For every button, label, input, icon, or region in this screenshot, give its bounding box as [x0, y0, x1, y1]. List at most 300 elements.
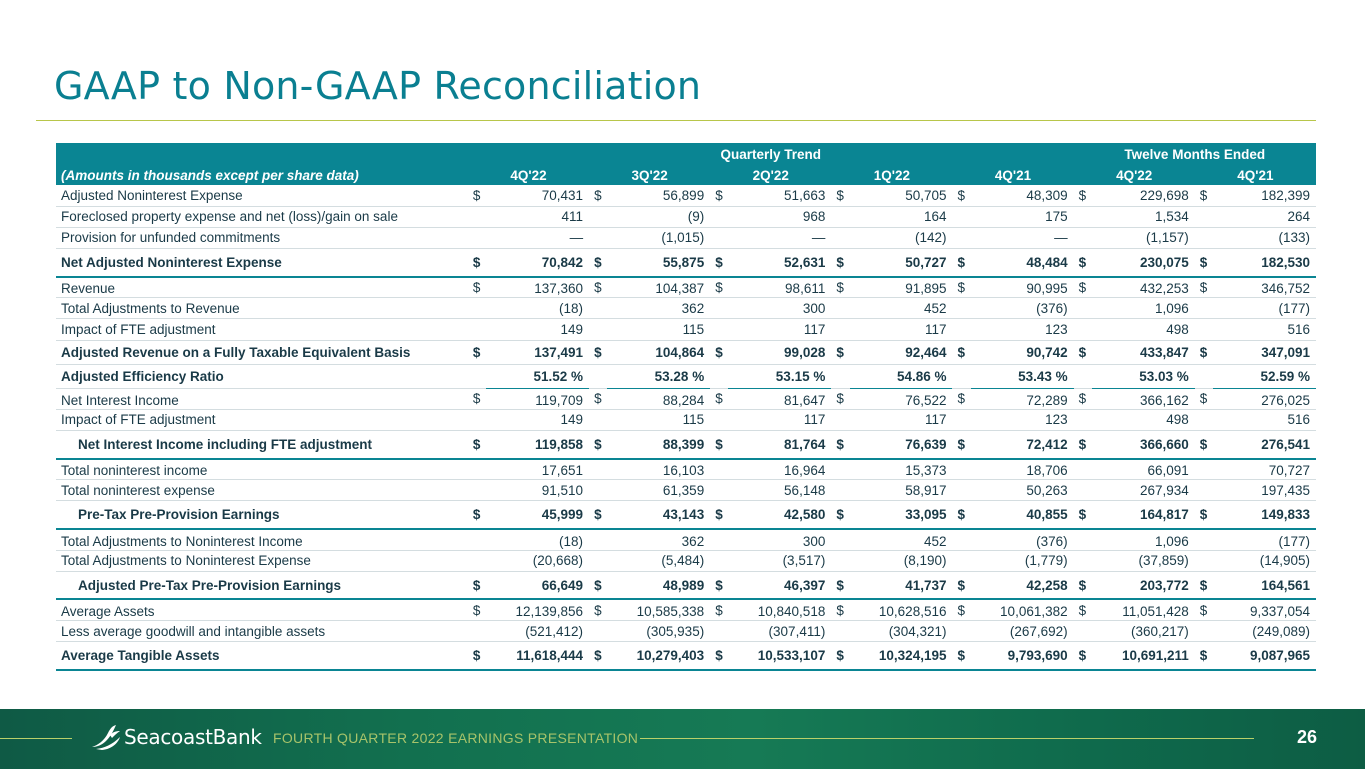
cell-value: (3,517): [728, 550, 831, 571]
row-label: Revenue: [56, 277, 468, 298]
dollar-sign: [952, 409, 970, 430]
cell-value: 16,964: [728, 459, 831, 480]
dollar-sign: [1074, 620, 1092, 641]
dollar-sign: [1195, 550, 1213, 571]
page-number: 26: [1296, 727, 1317, 747]
dollar-sign: [952, 364, 970, 388]
cell-value: 70,842: [486, 249, 589, 277]
cell-value: 276,025: [1213, 388, 1316, 409]
dollar-sign: $: [468, 599, 486, 620]
dollar-sign: $: [710, 501, 728, 529]
dollar-sign: [831, 620, 849, 641]
dollar-sign: [1195, 364, 1213, 388]
dollar-sign: [589, 206, 607, 227]
dollar-sign: $: [468, 340, 486, 364]
cell-value: 76,639: [850, 431, 953, 459]
cell-value: 81,647: [728, 388, 831, 409]
dollar-sign: $: [1195, 571, 1213, 599]
row-label: Impact of FTE adjustment: [56, 319, 468, 340]
dollar-sign: [1074, 550, 1092, 571]
dollar-sign: [1074, 227, 1092, 248]
dollar-sign: $: [1195, 642, 1213, 670]
dollar-sign: [468, 409, 486, 430]
footer-line-right: [640, 738, 1254, 739]
cell-value: (305,935): [607, 620, 710, 641]
dollar-sign: $: [831, 277, 849, 298]
cell-value: 9,793,690: [971, 642, 1074, 670]
table-row: [56, 529, 1316, 550]
dollar-sign: [710, 364, 728, 388]
row-label: Less average goodwill and intangible assets: [56, 620, 468, 641]
cell-value: (177): [1213, 529, 1316, 550]
cell-value: (1,015): [607, 227, 710, 248]
dollar-sign: [1074, 298, 1092, 319]
cell-value: 117: [728, 319, 831, 340]
dollar-sign: $: [710, 599, 728, 620]
table-row: [56, 459, 1316, 480]
cell-value: 43,143: [607, 501, 710, 529]
dollar-sign: $: [831, 501, 849, 529]
dollar-sign: [1195, 529, 1213, 550]
dollar-sign: $: [1195, 388, 1213, 409]
cell-value: 104,864: [607, 340, 710, 364]
dollar-sign: $: [710, 185, 728, 206]
dollar-sign: $: [589, 277, 607, 298]
dollar-sign: $: [589, 501, 607, 529]
dollar-sign: [589, 529, 607, 550]
cell-value: 70,431: [486, 185, 589, 206]
dollar-sign: $: [710, 642, 728, 670]
cell-value: 10,533,107: [728, 642, 831, 670]
cell-value: 12,139,856: [486, 599, 589, 620]
dollar-sign: [1074, 206, 1092, 227]
table-row: [56, 431, 1316, 459]
dollar-sign: $: [952, 431, 970, 459]
row-label: Total Adjustments to Revenue: [56, 298, 468, 319]
cell-value: 9,087,965: [1213, 642, 1316, 670]
cell-value: 90,742: [971, 340, 1074, 364]
dollar-sign: $: [831, 571, 849, 599]
dollar-sign: [710, 550, 728, 571]
cell-value: —: [971, 227, 1074, 248]
dollar-sign: [710, 298, 728, 319]
row-label: Pre-Tax Pre-Provision Earnings: [56, 501, 468, 529]
cell-value: 1,534: [1092, 206, 1195, 227]
dollar-sign: $: [952, 277, 970, 298]
cell-value: 72,412: [971, 431, 1074, 459]
cell-value: 1,096: [1092, 298, 1195, 319]
cell-value: 347,091: [1213, 340, 1316, 364]
dollar-sign: $: [589, 642, 607, 670]
table-row: [56, 277, 1316, 298]
dollar-sign: $: [710, 571, 728, 599]
cell-value: 346,752: [1213, 277, 1316, 298]
cell-value: 76,522: [850, 388, 953, 409]
cell-value: (5,484): [607, 550, 710, 571]
row-label: Provision for unfunded commitments: [56, 227, 468, 248]
dollar-sign: [1074, 529, 1092, 550]
column-header: 4Q'21: [952, 165, 1073, 185]
cell-value: 81,764: [728, 431, 831, 459]
dollar-sign: $: [1195, 599, 1213, 620]
dollar-sign: [1195, 409, 1213, 430]
cell-value: 91,510: [486, 480, 589, 501]
dollar-sign: [468, 319, 486, 340]
row-label: Total Adjustments to Noninterest Expense: [56, 550, 468, 571]
table-row: [56, 501, 1316, 529]
footer-line-left: [0, 738, 72, 739]
dollar-sign: [1195, 459, 1213, 480]
dollar-sign: $: [468, 388, 486, 409]
dollar-sign: [710, 529, 728, 550]
cell-value: 137,491: [486, 340, 589, 364]
cell-value: 230,075: [1092, 249, 1195, 277]
footer-bar: [0, 709, 1365, 769]
cell-value: 98,611: [728, 277, 831, 298]
cell-value: 229,698: [1092, 185, 1195, 206]
dollar-sign: $: [1074, 185, 1092, 206]
cell-value: 10,279,403: [607, 642, 710, 670]
dollar-sign: $: [1074, 599, 1092, 620]
table-row: [56, 388, 1316, 409]
dollar-sign: $: [589, 249, 607, 277]
dollar-sign: [952, 227, 970, 248]
cell-value: 452: [850, 298, 953, 319]
dollar-sign: [952, 459, 970, 480]
row-label: Adjusted Efficiency Ratio: [56, 364, 468, 388]
cell-value: 66,091: [1092, 459, 1195, 480]
cell-value: (304,321): [850, 620, 953, 641]
row-label: Adjusted Pre-Tax Pre-Provision Earnings: [56, 571, 468, 599]
cell-value: 164: [850, 206, 953, 227]
dollar-sign: $: [589, 431, 607, 459]
dollar-sign: [1074, 480, 1092, 501]
dollar-sign: [952, 620, 970, 641]
cell-value: 48,309: [971, 185, 1074, 206]
dollar-sign: [1195, 480, 1213, 501]
table-row: [56, 340, 1316, 364]
cell-value: 46,397: [728, 571, 831, 599]
dollar-sign: [468, 529, 486, 550]
presentation-title: FOURTH QUARTER 2022 EARNINGS PRESENTATION: [273, 730, 639, 746]
cell-value: —: [486, 227, 589, 248]
cell-value: (376): [971, 298, 1074, 319]
table-row: [56, 364, 1316, 388]
cell-value: (142): [850, 227, 953, 248]
cell-value: 452: [850, 529, 953, 550]
cell-value: 99,028: [728, 340, 831, 364]
dollar-sign: $: [952, 501, 970, 529]
dollar-sign: [952, 298, 970, 319]
cell-value: 119,709: [486, 388, 589, 409]
cell-value: 366,660: [1092, 431, 1195, 459]
cell-value: 33,095: [850, 501, 953, 529]
cell-value: 45,999: [486, 501, 589, 529]
cell-value: 70,727: [1213, 459, 1316, 480]
cell-value: 276,541: [1213, 431, 1316, 459]
dollar-sign: [710, 206, 728, 227]
cell-value: 72,289: [971, 388, 1074, 409]
dollar-sign: [831, 459, 849, 480]
cell-value: 300: [728, 529, 831, 550]
column-header: 4Q'22: [468, 165, 589, 185]
dollar-sign: $: [952, 340, 970, 364]
dollar-sign: [468, 364, 486, 388]
row-label: Net Interest Income including FTE adjustment: [56, 431, 468, 459]
cell-value: 123: [971, 319, 1074, 340]
cell-value: 48,989: [607, 571, 710, 599]
cell-value: 498: [1092, 409, 1195, 430]
dollar-sign: [831, 364, 849, 388]
cell-value: —: [728, 227, 831, 248]
dollar-sign: [952, 529, 970, 550]
table-row: [56, 550, 1316, 571]
seacoast-wave-icon: [90, 723, 122, 751]
row-label: Adjusted Noninterest Expense: [56, 185, 468, 206]
dollar-sign: [710, 319, 728, 340]
cell-value: 53.03 %: [1092, 364, 1195, 388]
dollar-sign: [831, 480, 849, 501]
cell-value: (133): [1213, 227, 1316, 248]
dollar-sign: [1074, 364, 1092, 388]
cell-value: 115: [607, 319, 710, 340]
cell-value: 53.43 %: [971, 364, 1074, 388]
dollar-sign: [1074, 319, 1092, 340]
header-quarterly-trend: Quarterly Trend: [468, 143, 1074, 165]
cell-value: 16,103: [607, 459, 710, 480]
cell-value: 42,258: [971, 571, 1074, 599]
cell-value: (9): [607, 206, 710, 227]
cell-value: 516: [1213, 319, 1316, 340]
dollar-sign: $: [468, 501, 486, 529]
cell-value: 164,561: [1213, 571, 1316, 599]
table-row: [56, 642, 1316, 670]
cell-value: 56,899: [607, 185, 710, 206]
cell-value: 149,833: [1213, 501, 1316, 529]
dollar-sign: [589, 319, 607, 340]
column-header: 2Q'22: [710, 165, 831, 185]
header-amounts-note: (Amounts in thousands except per share data): [56, 165, 468, 185]
dollar-sign: [589, 298, 607, 319]
table-row: [56, 227, 1316, 248]
cell-value: 267,934: [1092, 480, 1195, 501]
cell-value: 15,373: [850, 459, 953, 480]
dollar-sign: $: [589, 599, 607, 620]
reconciliation-table: [56, 143, 1316, 671]
row-label: Adjusted Revenue on a Fully Taxable Equivalent Basis: [56, 340, 468, 364]
dollar-sign: [831, 550, 849, 571]
title-divider: [36, 120, 1316, 121]
dollar-sign: $: [1074, 277, 1092, 298]
dollar-sign: $: [589, 388, 607, 409]
table-row: [56, 571, 1316, 599]
cell-value: 182,399: [1213, 185, 1316, 206]
cell-value: (1,779): [971, 550, 1074, 571]
cell-value: (376): [971, 529, 1074, 550]
cell-value: 50,727: [850, 249, 953, 277]
header-twelve-months: Twelve Months Ended: [1074, 143, 1316, 165]
header-row-columns: [56, 165, 1316, 185]
dollar-sign: $: [1074, 249, 1092, 277]
dollar-sign: [1195, 620, 1213, 641]
cell-value: (8,190): [850, 550, 953, 571]
cell-value: 104,387: [607, 277, 710, 298]
dollar-sign: [589, 480, 607, 501]
cell-value: 90,995: [971, 277, 1074, 298]
dollar-sign: $: [468, 277, 486, 298]
dollar-sign: $: [468, 185, 486, 206]
cell-value: 137,360: [486, 277, 589, 298]
dollar-sign: $: [1195, 185, 1213, 206]
cell-value: 175: [971, 206, 1074, 227]
cell-value: 40,855: [971, 501, 1074, 529]
cell-value: 164,817: [1092, 501, 1195, 529]
cell-value: 119,858: [486, 431, 589, 459]
dollar-sign: [589, 364, 607, 388]
dollar-sign: [468, 550, 486, 571]
dollar-sign: $: [831, 185, 849, 206]
cell-value: 11,618,444: [486, 642, 589, 670]
dollar-sign: [468, 206, 486, 227]
table-row: [56, 249, 1316, 277]
dollar-sign: $: [468, 642, 486, 670]
cell-value: 117: [728, 409, 831, 430]
column-header: 4Q'22: [1074, 165, 1195, 185]
dollar-sign: $: [1074, 571, 1092, 599]
dollar-sign: $: [1074, 340, 1092, 364]
dollar-sign: [468, 298, 486, 319]
row-label: Total noninterest income: [56, 459, 468, 480]
dollar-sign: [710, 620, 728, 641]
dollar-sign: $: [468, 249, 486, 277]
cell-value: 41,737: [850, 571, 953, 599]
cell-value: 91,895: [850, 277, 953, 298]
cell-value: 197,435: [1213, 480, 1316, 501]
cell-value: 117: [850, 319, 953, 340]
dollar-sign: [468, 480, 486, 501]
cell-value: 1,096: [1092, 529, 1195, 550]
dollar-sign: $: [831, 249, 849, 277]
cell-value: (249,089): [1213, 620, 1316, 641]
dollar-sign: [831, 529, 849, 550]
cell-value: 88,399: [607, 431, 710, 459]
cell-value: 10,840,518: [728, 599, 831, 620]
table-row: [56, 298, 1316, 319]
dollar-sign: $: [1074, 388, 1092, 409]
dollar-sign: [710, 409, 728, 430]
cell-value: (37,859): [1092, 550, 1195, 571]
dollar-sign: $: [468, 571, 486, 599]
cell-value: 300: [728, 298, 831, 319]
dollar-sign: $: [710, 249, 728, 277]
row-label: Total Adjustments to Noninterest Income: [56, 529, 468, 550]
dollar-sign: $: [589, 340, 607, 364]
logo-text: SeacoastBank: [124, 725, 262, 749]
header-row-groups: [56, 143, 1316, 165]
cell-value: 411: [486, 206, 589, 227]
dollar-sign: [589, 459, 607, 480]
table-row: [56, 409, 1316, 430]
cell-value: 10,324,195: [850, 642, 953, 670]
dollar-sign: [831, 298, 849, 319]
page-title: GAAP to Non-GAAP Reconciliation: [54, 64, 702, 108]
dollar-sign: [468, 227, 486, 248]
dollar-sign: [468, 459, 486, 480]
cell-value: 50,263: [971, 480, 1074, 501]
dollar-sign: $: [589, 185, 607, 206]
row-label: Total noninterest expense: [56, 480, 468, 501]
cell-value: (14,905): [1213, 550, 1316, 571]
column-header: 4Q'21: [1195, 165, 1316, 185]
cell-value: 61,359: [607, 480, 710, 501]
cell-value: (18): [486, 298, 589, 319]
dollar-sign: $: [1195, 501, 1213, 529]
row-label: Net Interest Income: [56, 388, 468, 409]
dollar-sign: $: [1195, 431, 1213, 459]
cell-value: (18): [486, 529, 589, 550]
cell-value: 498: [1092, 319, 1195, 340]
cell-value: (177): [1213, 298, 1316, 319]
cell-value: 11,051,428: [1092, 599, 1195, 620]
cell-value: 53.28 %: [607, 364, 710, 388]
cell-value: 362: [607, 529, 710, 550]
dollar-sign: [1195, 227, 1213, 248]
dollar-sign: [589, 227, 607, 248]
cell-value: 362: [607, 298, 710, 319]
cell-value: (307,411): [728, 620, 831, 641]
dollar-sign: $: [710, 388, 728, 409]
cell-value: 366,162: [1092, 388, 1195, 409]
dollar-sign: $: [1074, 642, 1092, 670]
row-label: Average Tangible Assets: [56, 642, 468, 670]
dollar-sign: $: [1195, 277, 1213, 298]
table-row: [56, 185, 1316, 206]
cell-value: 264: [1213, 206, 1316, 227]
dollar-sign: $: [710, 431, 728, 459]
cell-value: (1,157): [1092, 227, 1195, 248]
header-blank: [56, 143, 468, 165]
row-label: Impact of FTE adjustment: [56, 409, 468, 430]
cell-value: 149: [486, 319, 589, 340]
cell-value: 115: [607, 409, 710, 430]
cell-value: 56,148: [728, 480, 831, 501]
dollar-sign: $: [952, 571, 970, 599]
cell-value: 117: [850, 409, 953, 430]
cell-value: 10,691,211: [1092, 642, 1195, 670]
dollar-sign: $: [1195, 340, 1213, 364]
dollar-sign: $: [589, 571, 607, 599]
dollar-sign: [589, 620, 607, 641]
dollar-sign: [1195, 298, 1213, 319]
dollar-sign: [589, 550, 607, 571]
dollar-sign: [952, 550, 970, 571]
cell-value: 58,917: [850, 480, 953, 501]
dollar-sign: $: [952, 388, 970, 409]
cell-value: 432,253: [1092, 277, 1195, 298]
dollar-sign: $: [952, 249, 970, 277]
cell-value: 53.15 %: [728, 364, 831, 388]
dollar-sign: [1195, 319, 1213, 340]
cell-value: 203,772: [1092, 571, 1195, 599]
cell-value: (360,217): [1092, 620, 1195, 641]
cell-value: 48,484: [971, 249, 1074, 277]
dollar-sign: $: [1195, 249, 1213, 277]
cell-value: 51.52 %: [486, 364, 589, 388]
cell-value: 516: [1213, 409, 1316, 430]
cell-value: 42,580: [728, 501, 831, 529]
dollar-sign: $: [952, 185, 970, 206]
cell-value: (20,668): [486, 550, 589, 571]
